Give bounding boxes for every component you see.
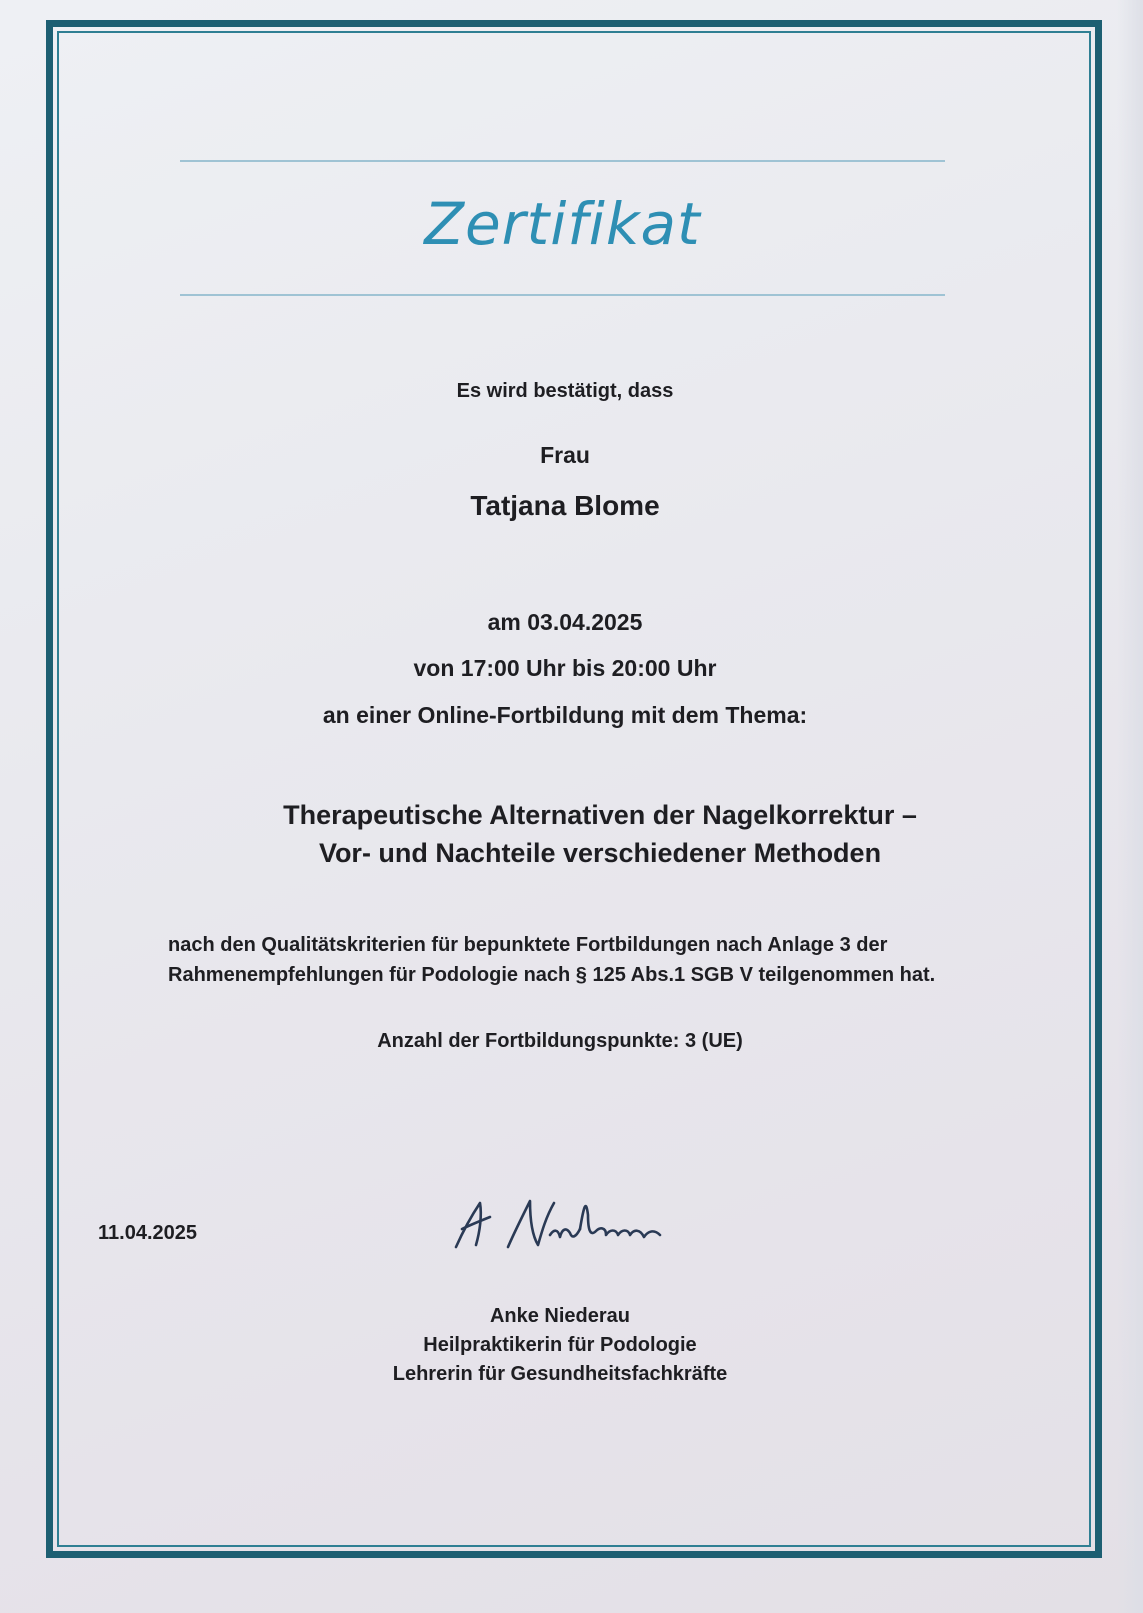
salutation: Frau [540,442,590,468]
training-points: Anzahl der Fortbildungspunkte: 3 (UE) [377,1030,743,1052]
event-time: von 17:00 Uhr bis 20:00 Uhr [413,655,717,681]
confirmation-text: Es wird bestätigt, dass [456,380,674,402]
signer-role-2: Lehrerin für Gesundheitsfachkräfte [392,1363,728,1385]
signer-role-1: Heilpraktikerin für Podologie [423,1334,697,1356]
event-date: am 03.04.2025 [487,609,643,635]
criteria-text: nach den Qualitätskriterien für bepunktete Fortbildungen nach Anlage 3 der Rahmenempfehlungen für Podologie nach § 125 Abs.1 SGB V teilgenommen hat. [168,934,936,986]
course-topic-line-1: Therapeutische Alternativen der Nagelkorrektur – [283,800,917,830]
course-intro: an einer Online-Fortbildung mit dem Thema: [322,702,808,728]
issue-date: 11.04.2025 [98,1222,197,1244]
course-topic-line-2: Vor- und Nachteile verschiedener Methoden [318,838,882,868]
handwritten-signature [450,1185,680,1265]
title-rule-top [180,160,945,162]
certificate-title: Zertifikat [424,190,701,258]
paper-edge-shadow [1117,0,1143,1613]
signer-name: Anke Niederau [489,1305,631,1327]
title-rule-bottom [180,294,945,296]
recipient-name: Tatjana Blome [470,490,660,521]
